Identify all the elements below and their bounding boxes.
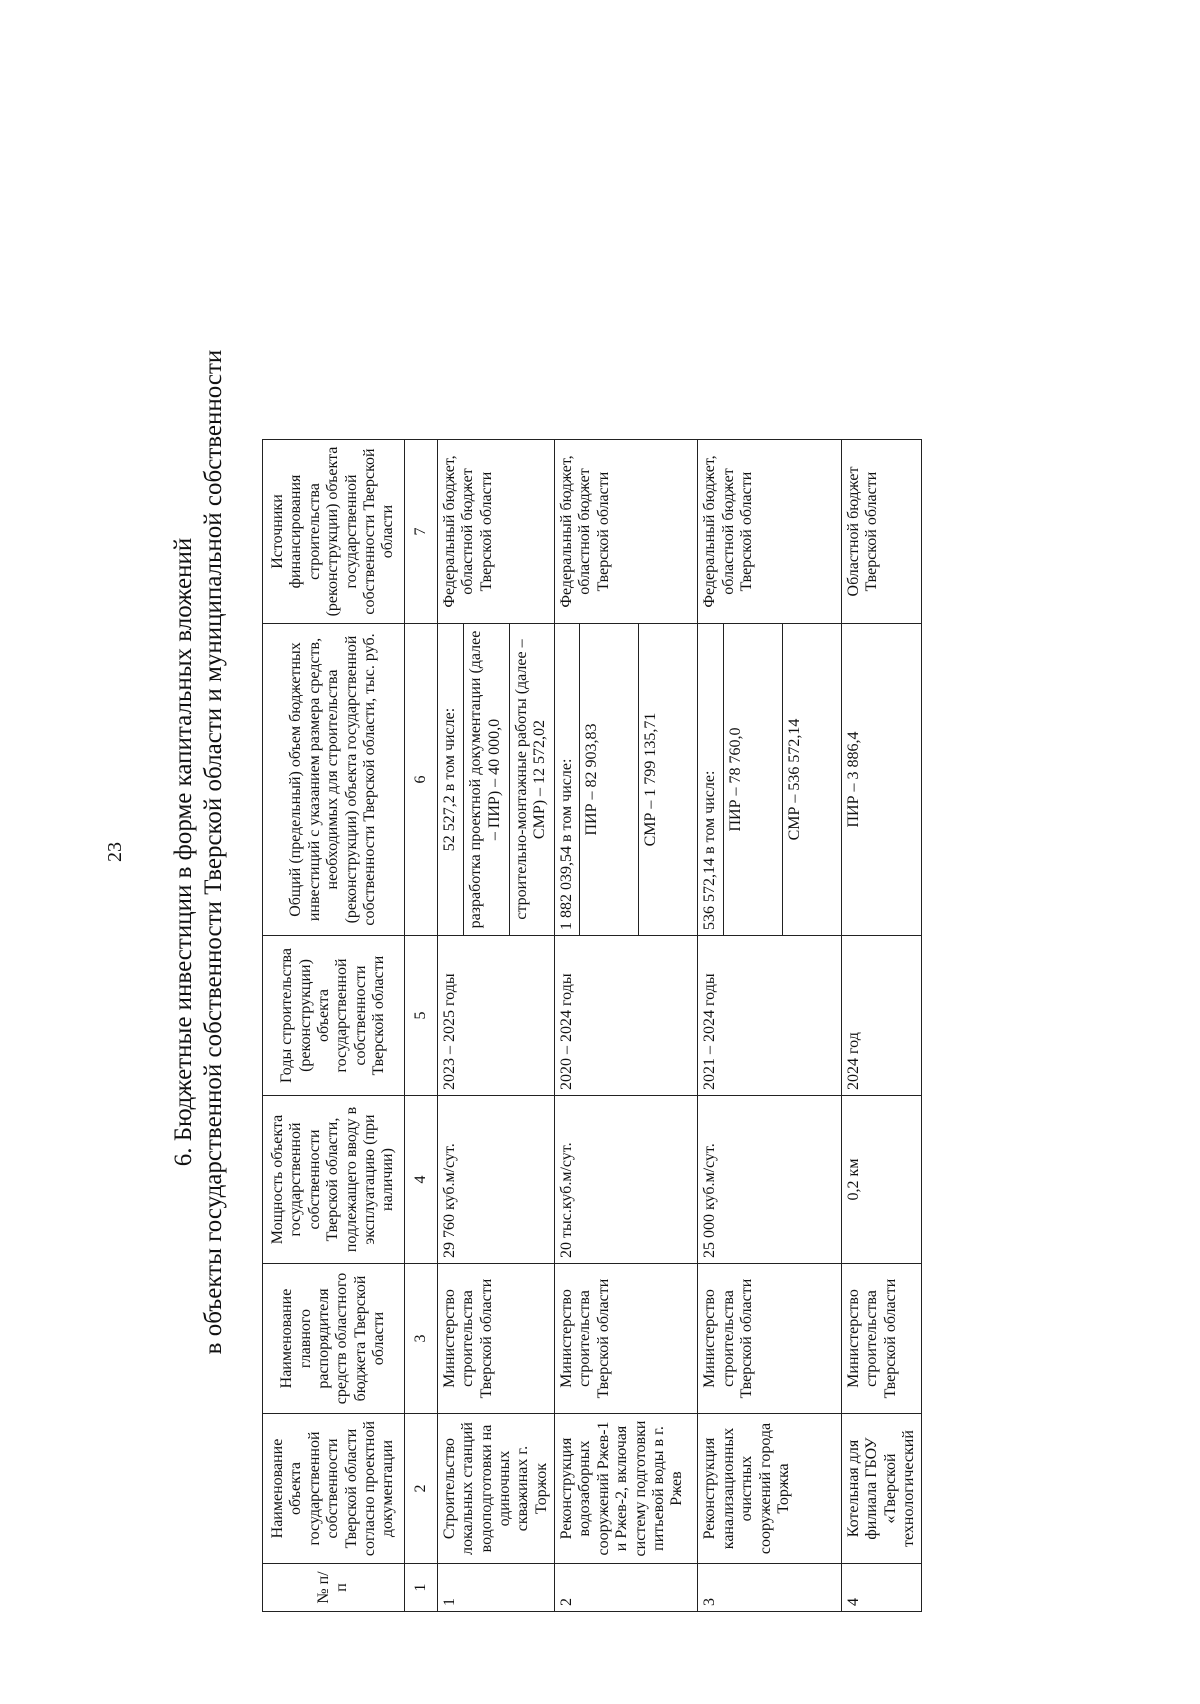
investment-total: 52 527,2 в том числе: [437,624,463,936]
years-value: 2021 – 2024 годы [698,936,841,1096]
funding-source: Федеральный бюджет, областной бюджет Тверской области [698,440,841,624]
header-number: № п/п [263,1564,405,1612]
ministry-name: Министерство строительства Тверской области [698,1264,841,1414]
capacity-value: 29 760 куб.м/сут. [437,1096,554,1264]
page-subtitle: в объекты государственной собственности Тверской области и муниципальной собственности [200,349,227,1355]
object-name: Реконструкция водозаборных сооружений Ржев-1 и Ржев-2, включая систему подготовки питьевой воды в г. Ржев [555,1414,698,1564]
header-object-name: Наименование объекта государственной собственности Тверской области согласно проектной документации [263,1414,405,1564]
column-number-row [404,440,437,1612]
header-years: Годы строительства (реконструкции) объекта государственной собственности Тверской области [263,936,405,1096]
object-name: Строительство локальных станций водоподготовки на одиночных скважинах г. Торжок [437,1414,554,1564]
page-number: 23 [104,842,126,862]
column-number: 2 [404,1414,437,1564]
investment-total: 536 572,14 в том числе: [698,624,723,936]
row-number: 4 [841,1564,922,1612]
table-header-row [263,440,405,1612]
investment-pir: ПИР – 82 903,83 [580,624,639,936]
column-number: 3 [404,1264,437,1414]
funding-source: Федеральный бюджет, областной бюджет Тверской области [437,440,554,624]
header-funding-sources: Источники финансирования строительства (реконструкции) объекта государственной собственности Тверской области [263,440,405,624]
object-name: Котельная для филиала ГБОУ «Тверской технологический [841,1414,922,1564]
ministry-name: Министерство строительства Тверской области [841,1264,922,1414]
column-number: 5 [404,936,437,1096]
column-number: 6 [404,624,437,936]
investment-pir: ПИР – 78 760,0 [723,624,782,936]
row-number: 1 [437,1564,554,1612]
investment-smr: СМР – 1 799 135,71 [639,624,698,936]
investment-smr: СМР – 536 572,14 [782,624,841,936]
years-value: 2023 – 2025 годы [437,936,554,1096]
ministry-name: Министерство строительства Тверской области [437,1264,554,1414]
header-capacity: Мощность объекта государственной собственности Тверской области, подлежащего вводу в эксплуатацию (при наличии) [263,1096,405,1264]
ministry-name: Министерство строительства Тверской области [555,1264,698,1414]
header-ministry: Наименование главного распорядителя средств областного бюджета Тверской области [263,1264,405,1414]
investment-pir: разработка проектной документации (далее – ПИР) – 40 000,0 [464,624,509,936]
row-number: 2 [555,1564,698,1612]
investment-table [262,439,922,1612]
table-row [555,440,580,1612]
years-value: 2024 год [841,936,922,1096]
capacity-value: 25 000 куб.м/сут. [698,1096,841,1264]
table-row [698,440,723,1612]
column-number: 7 [404,440,437,624]
funding-source: Федеральный бюджет, областной бюджет Тверской области [555,440,698,624]
table-row [841,440,922,1612]
investment-smr: строительно-монтажные работы (далее – СМР) – 12 572,02 [509,624,555,936]
column-number: 1 [404,1564,437,1612]
capacity-value: 0,2 км [841,1096,922,1264]
investment-total: ПИР – 3 886,4 [841,624,922,936]
page-title: 6. Бюджетные инвестиции в форме капитальных вложений [170,537,197,1167]
investment-total: 1 882 039,54 в том числе: [555,624,580,936]
object-name: Реконструкция канализационных очистных сооружений города Торжка [698,1414,841,1564]
header-investment-volume: Общий (предельный) объем бюджетных инвестиций с указанием размера средств, необходимых для строительства (реконструкции) объекта государственной собственности Тверской области, тыс. руб. [263,624,405,936]
row-number: 3 [698,1564,841,1612]
funding-source: Областной бюджет Тверской области [841,440,922,624]
column-number: 4 [404,1096,437,1264]
capacity-value: 20 тыс.куб.м/сут. [555,1096,698,1264]
table-row [437,440,463,1612]
years-value: 2020 – 2024 годы [555,936,698,1096]
